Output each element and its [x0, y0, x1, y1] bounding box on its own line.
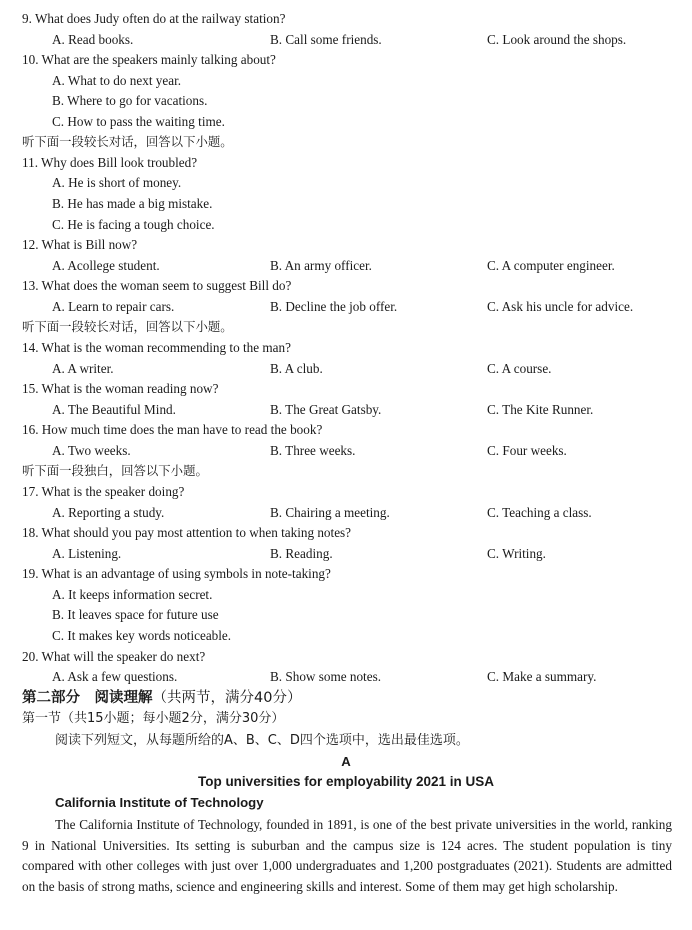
instruction-long-dialogue: 听下面一段较长对话，回答以下小题。 — [22, 319, 233, 334]
option-20b: B. Show some notes. — [270, 669, 381, 684]
passage-letter: A — [341, 754, 351, 769]
option-11c: C. He is facing a tough choice. — [52, 217, 215, 232]
instruction-monologue: 听下面一段独白，回答以下小题。 — [22, 463, 208, 478]
option-15a: A. The Beautiful Mind. — [52, 402, 176, 417]
question-16: 16. How much time does the man have to read the book? — [22, 422, 323, 437]
option-14a: A. A writer. — [52, 361, 114, 376]
option-12a: A. Acollege student. — [52, 258, 160, 273]
option-17a: A. Reporting a study. — [52, 505, 165, 520]
option-16b: B. Three weeks. — [270, 443, 356, 458]
question-19: 19. What is an advantage of using symbols in note-taking? — [22, 566, 331, 581]
option-9c: C. Look around the shops. — [487, 32, 627, 47]
question-10: 10. What are the speakers mainly talking about? — [22, 52, 276, 67]
option-20a: A. Ask a few questions. — [52, 669, 178, 684]
option-11a: A. He is short of money. — [52, 175, 182, 190]
part2-title-main: 第二部分 阅读理解 — [22, 690, 153, 706]
part2-title — [22, 689, 301, 707]
option-14b: B. A club. — [270, 361, 323, 376]
passage-title: Top universities for employability 2021 in USA — [197, 774, 495, 789]
option-18a: A. Listening. — [52, 546, 122, 561]
section1-title: 第一节（共15小题；每小题2分，满分30分） — [22, 711, 285, 726]
option-9b: B. Call some friends. — [270, 32, 382, 47]
part2-title-score: （共两节，满分40分） — [152, 690, 302, 706]
option-16c: C. Four weeks. — [487, 443, 567, 458]
option-17c: C. Teaching a class. — [487, 505, 592, 520]
option-10a: A. What to do next year. — [52, 73, 182, 88]
question-15: 15. What is the woman reading now? — [22, 381, 219, 396]
option-18c: C. Writing. — [487, 546, 546, 561]
question-14: 14. What is the woman recommending to the man? — [22, 340, 291, 355]
option-10b: B. Where to go for vacations. — [52, 93, 208, 108]
question-9: 9. What does Judy often do at the railway station? — [22, 11, 286, 26]
option-13a: A. Learn to repair cars. — [52, 299, 175, 314]
option-16a: A. Two weeks. — [52, 443, 131, 458]
passage-paragraph: The California Institute of Technology, founded in 1891, is one of the best private universities in the world, ranking 9 in National Universities. Its setting is suburban and the campus size is 124 acres. The student population is tiny compared with other colleges with just over 1,000 undergraduates and 1,200 postgraduates (2021). Students are admitted on the basis of strong maths, science and engineering skills and interest. Some of them may get high scholarship. — [22, 817, 672, 894]
option-14c: C. A course. — [487, 361, 552, 376]
question-13: 13. What does the woman seem to suggest Bill do? — [22, 278, 292, 293]
question-12: 12. What is Bill now? — [22, 237, 138, 252]
option-19a: A. It keeps information secret. — [52, 587, 213, 602]
option-9a: A. Read books. — [52, 32, 134, 47]
option-20c: C. Make a summary. — [487, 669, 597, 684]
option-13b: B. Decline the job offer. — [270, 299, 398, 314]
option-19b: B. It leaves space for future use — [52, 607, 219, 622]
option-15c: C. The Kite Runner. — [487, 402, 594, 417]
question-17: 17. What is the speaker doing? — [22, 484, 185, 499]
question-18: 18. What should you pay most attention to when taking notes? — [22, 525, 352, 540]
question-11: 11. Why does Bill look troubled? — [22, 155, 198, 170]
school-name: California Institute of Technology — [55, 795, 264, 810]
option-13c: C. Ask his uncle for advice. — [487, 299, 634, 314]
option-17b: B. Chairing a meeting. — [270, 505, 390, 520]
option-19c: C. It makes key words noticeable. — [52, 628, 232, 643]
option-11b: B. He has made a big mistake. — [52, 196, 213, 211]
option-10c: C. How to pass the waiting time. — [52, 114, 225, 129]
option-15b: B. The Great Gatsby. — [270, 402, 382, 417]
question-20: 20. What will the speaker do next? — [22, 649, 206, 664]
option-18b: B. Reading. — [270, 546, 333, 561]
instruction-long-dialogue: 听下面一段较长对话，回答以下小题。 — [22, 134, 233, 149]
option-12c: C. A computer engineer. — [487, 258, 615, 273]
reading-instruction: 阅读下列短文，从每题所给的A、B、C、D四个选项中，选出最佳选项。 — [55, 733, 469, 748]
option-12b: B. An army officer. — [270, 258, 372, 273]
